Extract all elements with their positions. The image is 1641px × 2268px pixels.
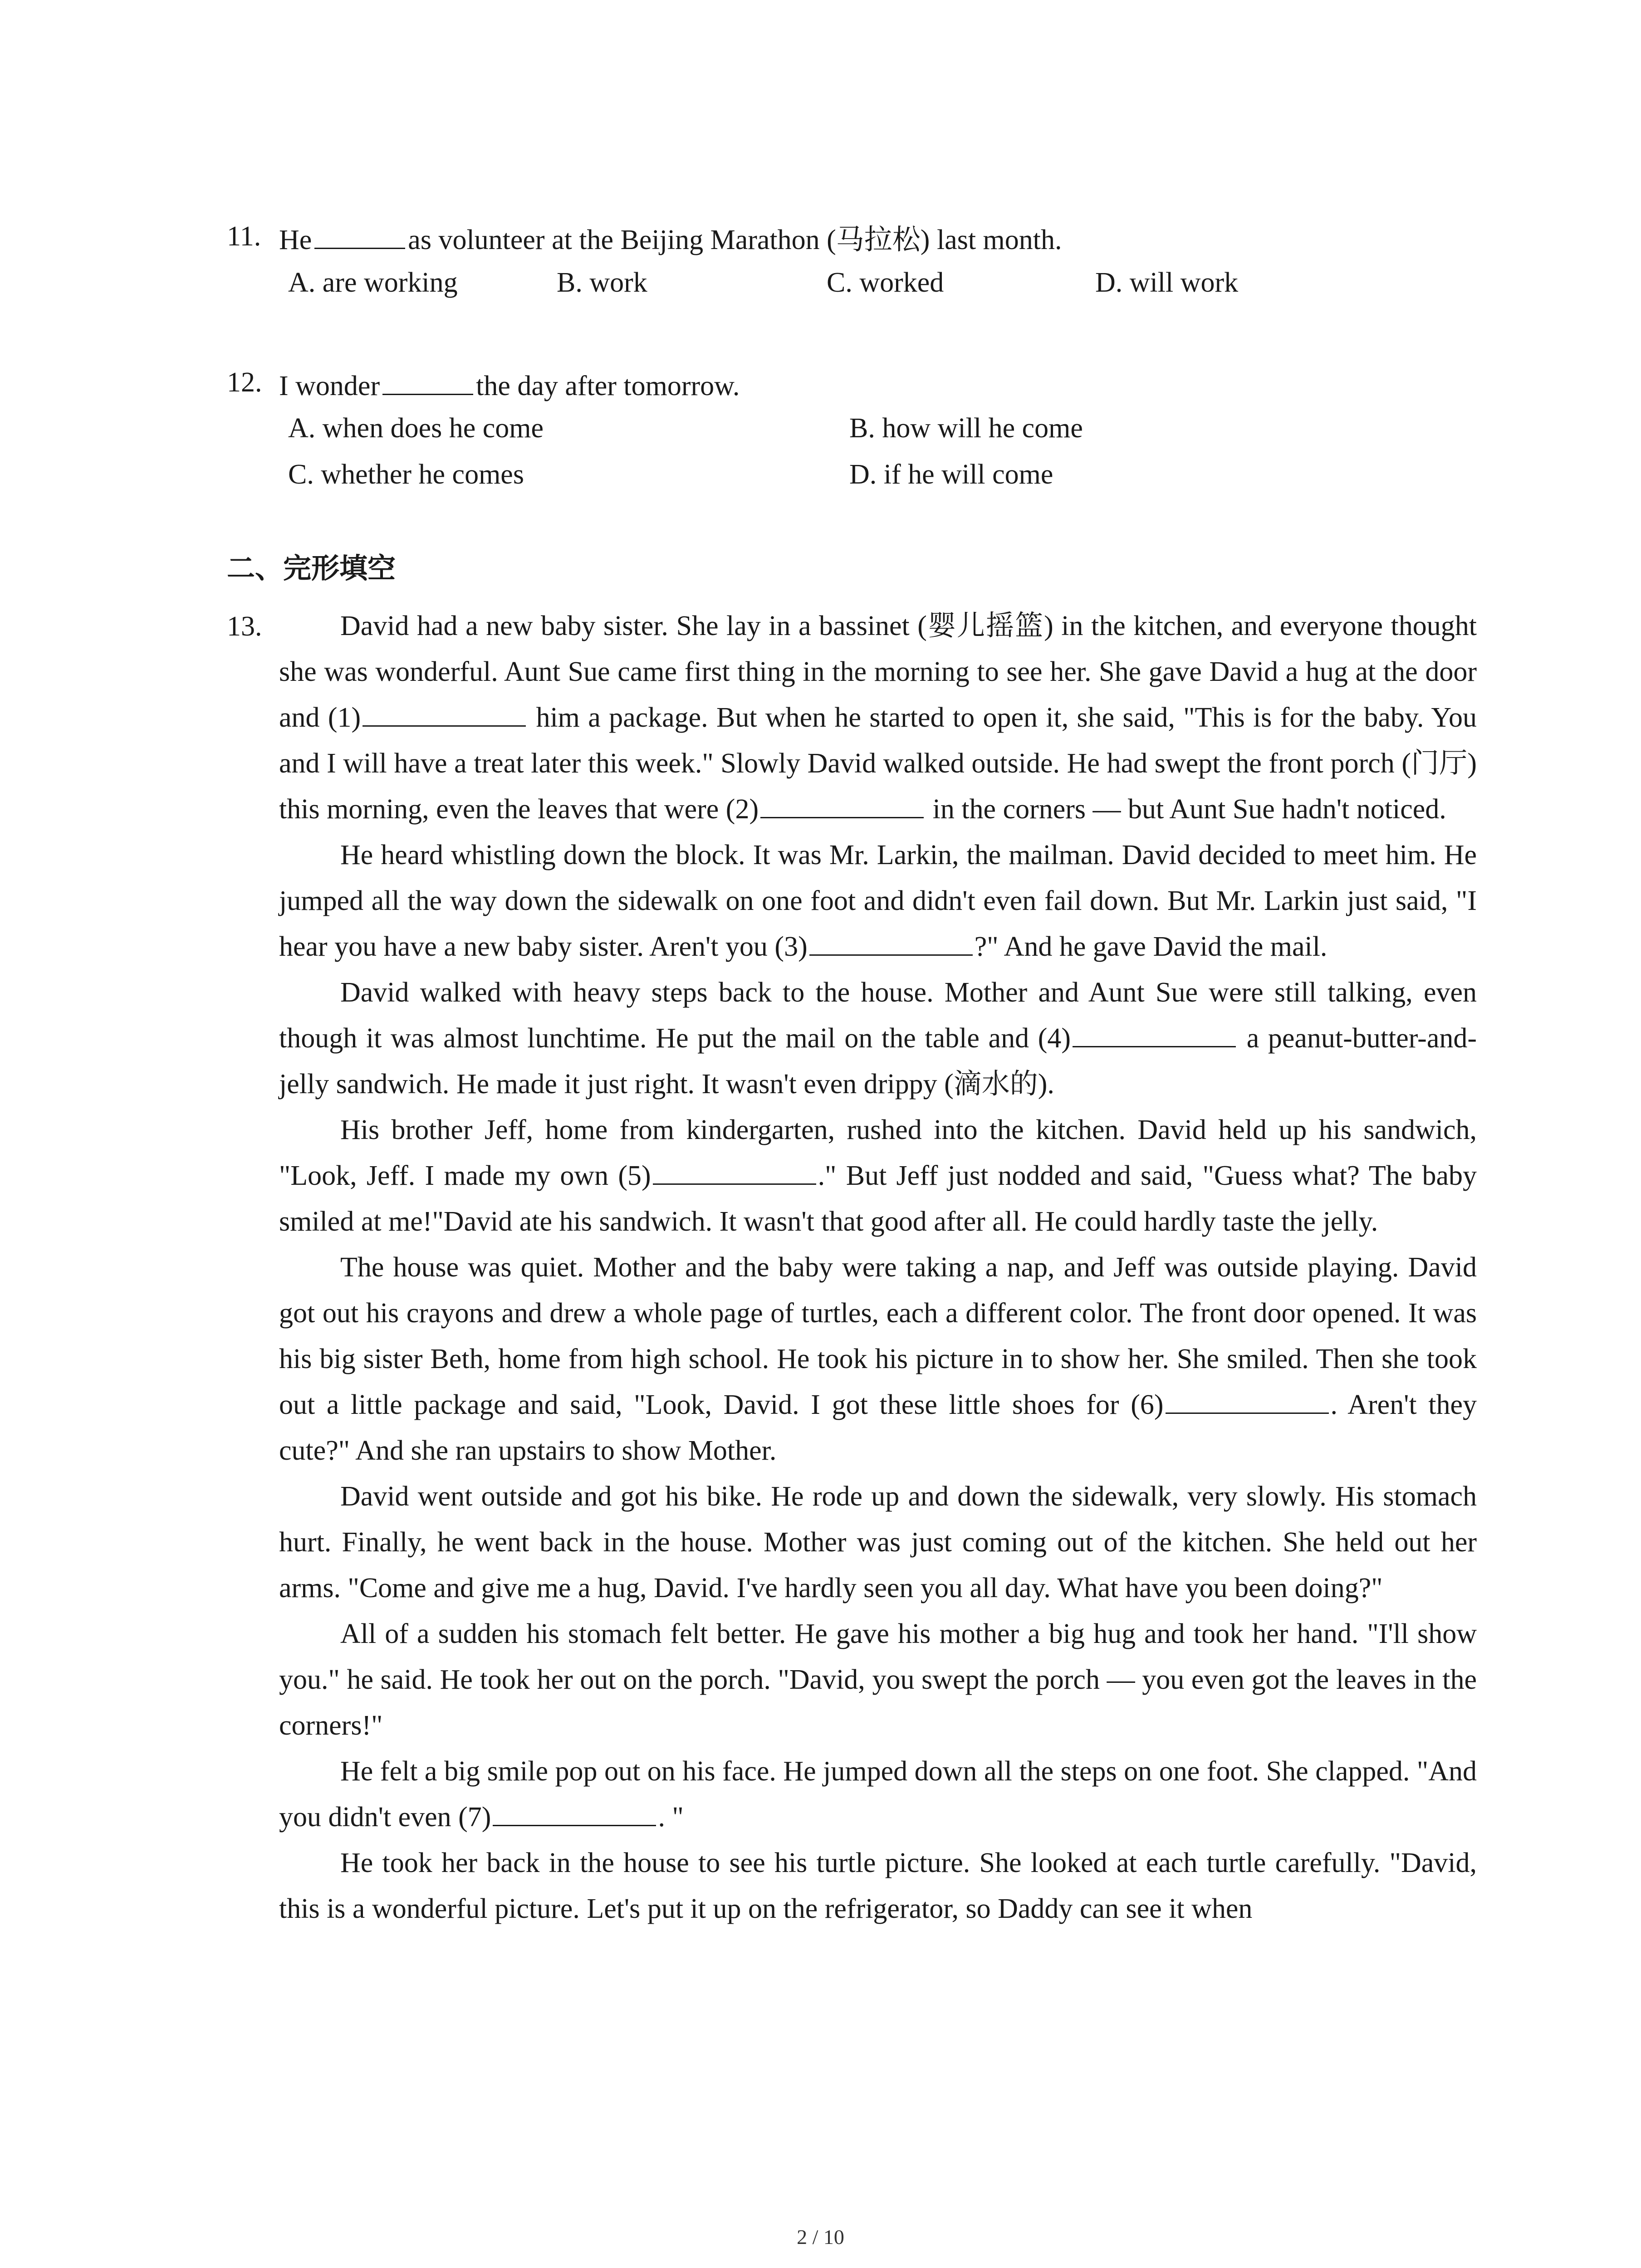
answer-blank-3: [809, 929, 973, 956]
question-stem: [279, 368, 740, 400]
paragraph: David walked with heavy steps back to the house. Mother and Aunt Sue were still talking, even though it was almost lunchtime. He put the mail on the table and (4) a peanut-butter-and-jelly sandwich. He made it just right. It wasn't even drippy (滴水的).: [279, 977, 1477, 1100]
option-b: B. how will he come: [849, 413, 1083, 444]
paragraph: All of a sudden his stomach felt better. He gave his mother a big hug and took her hand. "I'll show you." he said. He took her out on the porch. "David, you swept the porch — you even got the leaves in the corners!": [279, 1618, 1477, 1741]
section-title: 二、完形填空: [227, 552, 396, 585]
question-number: 12.: [227, 367, 262, 398]
answer-blank: [382, 368, 473, 395]
answer-blank-5: [653, 1158, 816, 1185]
answer-blank-7: [493, 1799, 656, 1826]
answer-blank-2: [760, 792, 924, 818]
paragraph: He felt a big smile pop out on his face. He jumped down all the steps on one foot. She clapped. "And you didn't even (7) . ": [279, 1756, 1477, 1833]
answer-blank-1: [362, 700, 526, 727]
option-d: D. will work: [1095, 267, 1239, 298]
question-number: 11.: [227, 221, 261, 252]
option-c: C. whether he comes: [288, 459, 524, 490]
answer-blank-4: [1073, 1021, 1236, 1047]
option-b: B. work: [557, 267, 647, 298]
page-number: 2 / 10: [797, 2225, 844, 2248]
answer-blank-6: [1166, 1387, 1329, 1414]
option-a: A. when does he come: [288, 413, 544, 444]
stem-after: as volunteer at the Beijing Marathon (马拉松) last month.: [408, 225, 1062, 255]
paragraph: His brother Jeff, home from kindergarten, rushed into the kitchen. David held up his sandwich, "Look, Jeff. I made my own (5) ." But Jeff just nodded and said, "Guess what? The baby smiled at me!"David ate his sandwich. It wasn't that good after all. He could hardly taste the jelly.: [279, 1114, 1477, 1237]
answer-blank: [314, 222, 405, 249]
paragraph: The house was quiet. Mother and the baby were taking a nap, and Jeff was outside playing. David got out his crayons and drew a whole page of turtles, each a different color. The front door opened. It was his big sister Beth, home from high school. He took his picture in to show her. She smiled. Then she took out a little package and said, "Look, David. I got these little shoes for (6) . Aren't they cute?" And she ran upstairs to show Mother.: [279, 1252, 1477, 1466]
question-stem: [279, 222, 1062, 254]
stem-before: He: [279, 225, 312, 255]
paragraph: He heard whistling down the block. It was Mr. Larkin, the mailman. David decided to meet him. He jumped all the way down the sidewalk on one foot and didn't even fail down. But Mr. Larkin just said, "I hear you have a new baby sister. Aren't you (3) ?" And he gave David the mail.: [279, 840, 1477, 962]
option-c: C. worked: [827, 267, 944, 298]
stem-after: the day after tomorrow.: [476, 371, 740, 401]
option-a: A. are working: [288, 267, 458, 298]
stem-before: I wonder: [279, 371, 380, 401]
paragraph: He took her back in the house to see his turtle picture. She looked at each turtle carefully. "David, this is a wonderful picture. Let's put it up on the refrigerator, so Daddy can see it when: [279, 1848, 1477, 1924]
question-number: 13.: [227, 611, 262, 642]
cloze-passage: [279, 603, 1477, 1932]
option-d: D. if he will come: [849, 459, 1053, 490]
paragraph: David went outside and got his bike. He rode up and down the sidewalk, very slowly. His stomach hurt. Finally, he went back in the house. Mother was just coming out of the kitchen. She held out her arms. "Come and give me a hug, David. I've hardly seen you all day. What have you been doing?": [279, 1481, 1477, 1603]
paragraph: David had a new baby sister. She lay in a bassinet (婴儿摇篮) in the kitchen, and everyone thought she was wonderful. Aunt Sue came first thing in the morning to see her. She gave David a hug at the door and (1) him a package. But when he started to open it, she said, "This is for the baby. You and I will have a treat later this week." Slowly David walked outside. He had swept the front porch (门厅) this morning, even the leaves that were (2) in the corners — but Aunt Sue hadn't noticed.: [279, 611, 1477, 825]
